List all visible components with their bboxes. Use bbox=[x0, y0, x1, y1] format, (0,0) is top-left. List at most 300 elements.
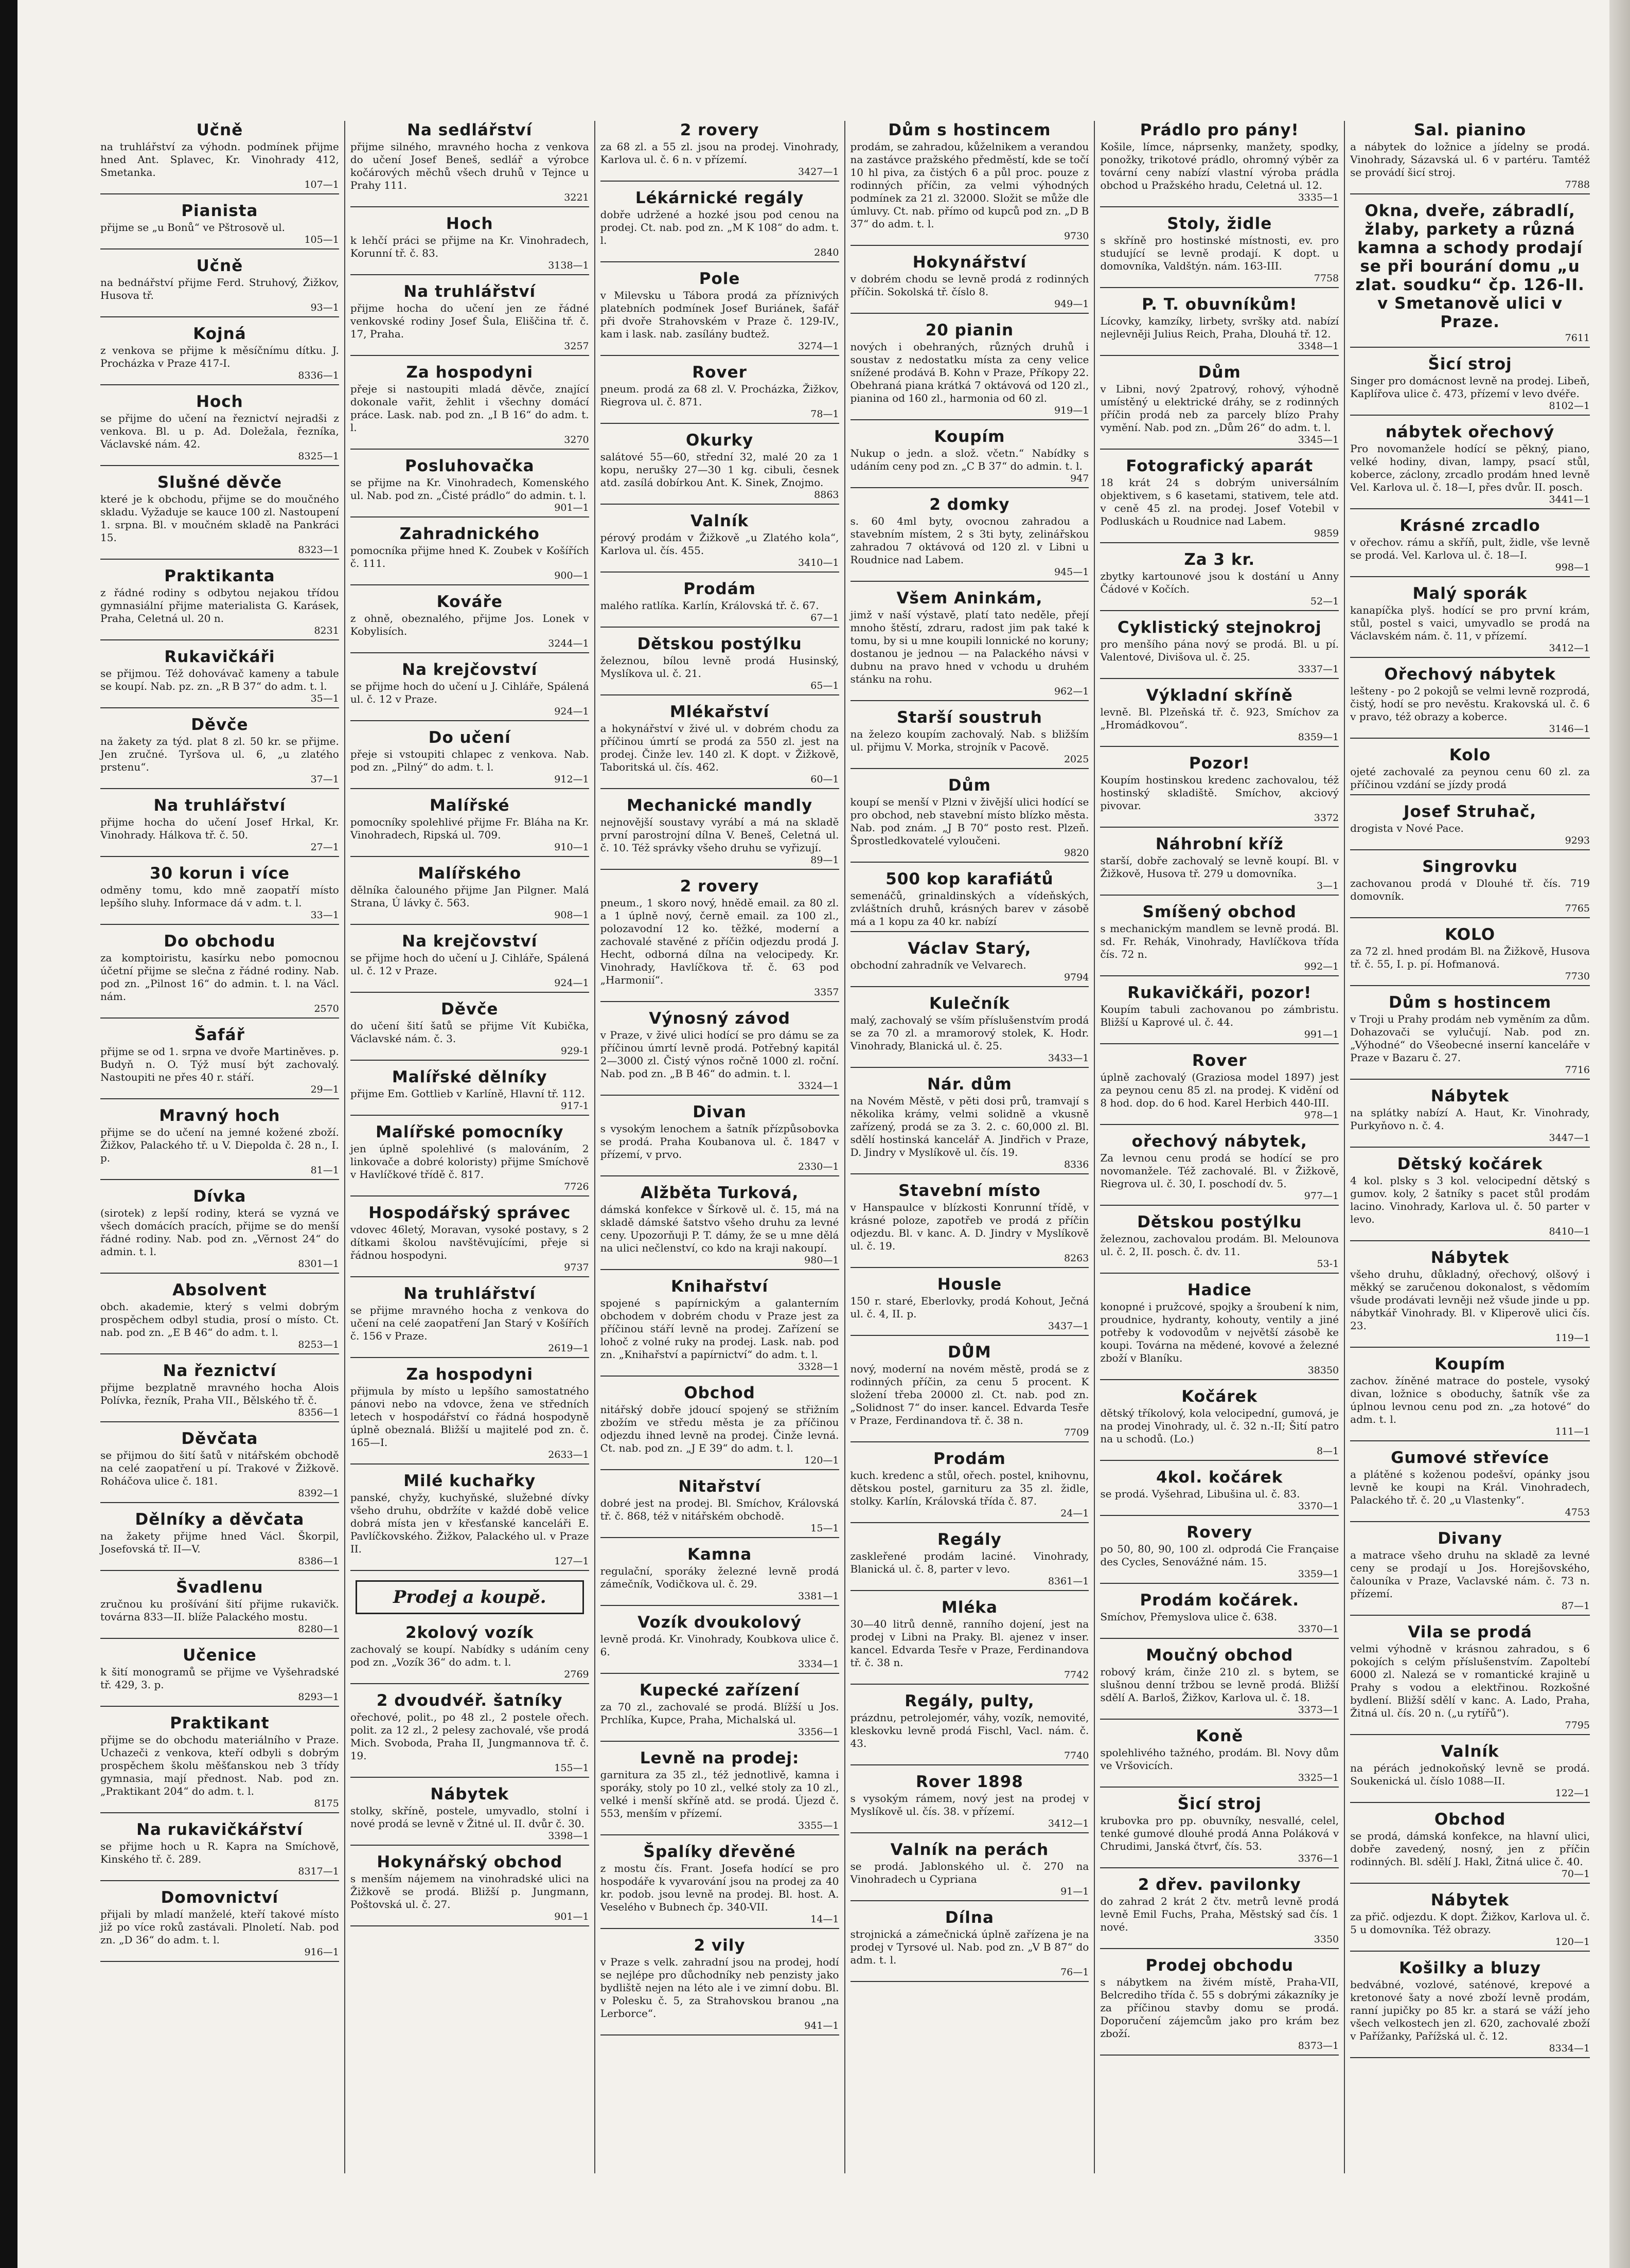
ad-body: s nábytkem na živém místě, Praha-VII, Belcrediho třída č. 55 s dobrými zákazníky je za příčinou stavby domu se prodá. Doporučení zájemcům jako pro krám bez zboží. bbox=[1100, 1976, 1339, 2040]
ad-body: všeho druhu, důkladný, ořechový, olšový i měkký se zaručenou dokonalost, s vědomím všude prodávati levněji než všude jinde u pp. nábytkář Vinohrady. Bl. v Kliperově ulici čís. 23. bbox=[1350, 1268, 1590, 1332]
ad-code: 89—1 bbox=[810, 854, 839, 866]
ad-divider bbox=[350, 1195, 589, 1196]
ad-body: se přijmou. Též dohovávač kameny a tabule se koupí. Nab. pz. zn. „R B 37“ do adm. t. l. bbox=[100, 667, 339, 692]
classified-ad bbox=[100, 202, 339, 249]
ad-title: Singrovku bbox=[1422, 858, 1518, 876]
ad-title: Prodej obchodu bbox=[1145, 1956, 1294, 1975]
ad-divider bbox=[1350, 985, 1590, 986]
classified-ad bbox=[100, 325, 339, 385]
ad-code: 8301—1 bbox=[298, 1258, 339, 1270]
ad-title: Na truhlářství bbox=[153, 796, 286, 815]
ad-code: 9730 bbox=[1064, 230, 1089, 242]
ad-divider bbox=[1100, 1460, 1339, 1461]
ad-code: 2769 bbox=[564, 1669, 589, 1680]
ad-divider bbox=[100, 1961, 339, 1962]
classified-ad bbox=[851, 1182, 1089, 1268]
ad-code: 35—1 bbox=[310, 693, 339, 704]
classified-ad bbox=[851, 1908, 1089, 1982]
ad-title: Kolo bbox=[1449, 746, 1491, 764]
classified-ad bbox=[600, 1009, 839, 1096]
ad-divider bbox=[350, 355, 589, 356]
ad-divider bbox=[600, 2034, 839, 2035]
classified-columns bbox=[95, 121, 1595, 2173]
classified-ad bbox=[600, 1277, 839, 1377]
classified-ad bbox=[100, 1106, 339, 1180]
classified-ad bbox=[100, 392, 339, 466]
ad-code: 941—1 bbox=[804, 2020, 839, 2031]
ad-body: v Milevsku u Tábora prodá za příznivých platebních podmínek Josef Buriánek, šafář při dvoře Strahovském v Praze č. 129-IV., kam i lask. nab. zasílány budtež. bbox=[600, 289, 839, 340]
classified-ad bbox=[600, 1749, 839, 1835]
ad-body: s vysokým rámem, nový jest na prodej v Myslíkově ul. čís. 38. v přízemí. bbox=[850, 1792, 1089, 1817]
ad-body: na bednářství přijme Ferd. Struhový, Žižkov, Husova tř. bbox=[100, 276, 339, 301]
ad-divider bbox=[350, 1463, 589, 1465]
ad-code: 8263 bbox=[1064, 1253, 1089, 1264]
ad-code: 8317—1 bbox=[298, 1866, 339, 1877]
ad-body: malý, zachovalý se vším příslušenstvím prodá se za 70 zl. a mramorový stolek, K. Hodr. Vinohrady, Blanická ul. č. 25. bbox=[850, 1014, 1089, 1052]
ad-title: Domovnictví bbox=[161, 1888, 279, 1907]
classified-ad bbox=[1100, 550, 1339, 611]
ad-code: 8280—1 bbox=[298, 1623, 339, 1635]
ad-code: 91—1 bbox=[1060, 1886, 1089, 1897]
ad-body: 18 krát 24 s dobrým universálním objektivem, s 6 kasetami, stativem, tele atd. v ceně 45 zl. na prodej. Josef Votebil v Podluskách u Roudnice nad Labem. bbox=[1100, 476, 1339, 527]
ad-body: se přijme hoch do učení u J. Cihláře, Spálená ul. č. 12 v Praze. bbox=[350, 680, 589, 705]
ad-divider bbox=[851, 487, 1089, 488]
classified-ad bbox=[100, 1510, 339, 1571]
ad-body: spojené s papírnickým a galanterním obchodem v dobrém chodu v Praze jest za příčinou stáří levně na prodej. Zařízení se lohoč z volné ruky na prodej. Lask. nab. pod zn. „Knihařství a papírnictví“ do adm. t. l. bbox=[600, 1297, 839, 1361]
ad-body: k šití monogramů se přijme ve Vyšehradské tř. 429, 3. p. bbox=[100, 1666, 339, 1691]
classified-ad bbox=[1100, 1956, 1339, 2056]
ad-code: 52—1 bbox=[1310, 596, 1339, 607]
classified-ad bbox=[600, 1103, 839, 1176]
ad-code: 3355—1 bbox=[798, 1820, 839, 1831]
ad-title: Obchod bbox=[1434, 1810, 1506, 1829]
ad-body: se přijme mravného hocha z venkova do učení na celé zaopatření Jan Starý v Košířích č. 156 v Praze. bbox=[350, 1304, 589, 1342]
classified-ad bbox=[1100, 1795, 1339, 1868]
ad-code: 3398—1 bbox=[548, 1830, 589, 1842]
ad-body: přeje si vstoupiti chlapec z venkova. Nab. pod zn. „Pilný“ do adm. t. l. bbox=[350, 748, 589, 773]
classified-ad bbox=[600, 363, 839, 424]
ad-title: Hadice bbox=[1187, 1281, 1252, 1299]
ad-title: Václav Starý, bbox=[908, 939, 1032, 958]
classified-ad bbox=[350, 525, 589, 585]
classified-ad bbox=[600, 121, 839, 182]
ad-divider bbox=[600, 1605, 839, 1606]
ad-code: 901—1 bbox=[554, 1911, 589, 1922]
ad-code: 14—1 bbox=[810, 1914, 839, 1925]
classified-ad bbox=[1100, 121, 1339, 207]
classified-ad bbox=[350, 660, 589, 721]
classified-ad bbox=[100, 473, 339, 560]
ad-code: 29—1 bbox=[310, 1084, 339, 1095]
ad-title: Do obchodu bbox=[164, 932, 276, 951]
ad-title: 2 dvoudvéř. šatníky bbox=[376, 1691, 563, 1710]
ad-divider bbox=[1350, 193, 1590, 194]
ad-title: Divany bbox=[1438, 1529, 1502, 1548]
ad-body: v Praze s velk. zahradní jsou na prodej, hodí se nejlépe pro důchodníky neb penzisty jako bydliště nejen na léto ale i ve zimní dobu. Bl. v Polesku č. 5, za Strahovskou branou „na Lerborce“. bbox=[600, 1956, 839, 2020]
ad-title: Učně bbox=[196, 121, 243, 139]
classified-ad bbox=[600, 703, 839, 789]
ad-divider bbox=[600, 1175, 839, 1176]
ad-divider bbox=[100, 248, 339, 249]
ad-code: 8323—1 bbox=[298, 544, 339, 556]
ad-body: v ořechov. rámu a skříň, pult, židle, vše levně se prodá. Vel. Karlova ul. č. 18—I. bbox=[1350, 536, 1590, 561]
ad-body: koupí se menší v Plzni v živější ulici hodící se pro obchod, neb stavební místo blízko města. Nab. pod znám. „J B 70“ posto rest. Plzeň. Šprostledkovatelé vyloučeni. bbox=[850, 796, 1089, 847]
ad-title: Šafář bbox=[194, 1026, 245, 1044]
ad-divider bbox=[600, 423, 839, 424]
ad-code: 908—1 bbox=[554, 909, 589, 921]
classified-ad bbox=[600, 1936, 839, 2035]
classified-ad bbox=[1350, 355, 1590, 416]
classified-ad bbox=[350, 1284, 589, 1358]
ad-code: 3345—1 bbox=[1298, 434, 1339, 445]
ad-title: Nár. dům bbox=[927, 1075, 1012, 1094]
classified-ad bbox=[350, 121, 589, 207]
classified-ad bbox=[600, 431, 839, 505]
ad-body: se přijme hoch do učení u J. Cihláře, Spálená ul. č. 12 v Praze. bbox=[350, 952, 589, 977]
ad-divider bbox=[1100, 827, 1339, 828]
ad-code: 7726 bbox=[564, 1181, 589, 1192]
ad-body: Singer pro domácnost levně na prodej. Libeň, Kaplířova ulice č. 473, přízemí v levo dvéře. bbox=[1350, 374, 1590, 400]
ad-divider bbox=[100, 1570, 339, 1571]
classified-ad bbox=[1100, 1727, 1339, 1788]
ad-code: 8—1 bbox=[1316, 1445, 1339, 1457]
ad-title: Stoly, židle bbox=[1167, 215, 1272, 233]
classified-ad bbox=[350, 363, 589, 450]
classified-ad bbox=[100, 1714, 339, 1813]
ad-code: 3324—1 bbox=[798, 1080, 839, 1092]
ad-divider bbox=[350, 1683, 589, 1684]
ad-title: Rovery bbox=[1186, 1523, 1253, 1542]
ad-code: 962—1 bbox=[1054, 686, 1089, 697]
ad-body: krubovka pro pp. obuvníky, nesvallé, celel, tenké gumové dlouhé prodá Anna Poláková v Chrudimi, Janská čtvrť, čís. 53. bbox=[1100, 1814, 1339, 1852]
ad-divider bbox=[851, 986, 1089, 987]
classified-ad bbox=[350, 593, 589, 653]
ad-body: 150 r. staré, Eberlovky, prodá Kohout, Ječná ul. č. 4, II. p. bbox=[850, 1295, 1089, 1320]
ad-divider bbox=[1100, 287, 1339, 288]
ad-code: 60—1 bbox=[810, 774, 839, 785]
ad-divider bbox=[851, 768, 1089, 769]
ad-code: 8325—1 bbox=[298, 451, 339, 462]
ad-body: za 70 zl., zachovalé se prodá. Blížší u Jos. Prchlíka, Kupce, Praha, Michalská ul. bbox=[600, 1701, 839, 1726]
ad-title: Prodám kočárek. bbox=[1140, 1591, 1300, 1610]
ad-body: Za levnou cenu prodá se hodící se pro novomanžele. Též zachovalé. Bl. v Žižkově, Riegrova ul. č. 30, I. poschodí dv. 5. bbox=[1100, 1152, 1339, 1190]
ad-divider bbox=[100, 465, 339, 466]
ad-code: 3348—1 bbox=[1298, 341, 1339, 352]
ad-code: 8102—1 bbox=[1549, 400, 1590, 412]
ad-divider bbox=[1100, 1787, 1339, 1788]
classified-ad bbox=[1100, 984, 1339, 1044]
ad-divider bbox=[1350, 1440, 1590, 1441]
ad-body: přijali by mladí manželé, kteří takové místo již po více roků zastávali. Plnoletí. Nab. pod zn. „D 36“ do adm. t. l. bbox=[100, 1908, 339, 1946]
ad-divider bbox=[350, 274, 589, 275]
ad-title: 2kolový vozík bbox=[405, 1623, 534, 1642]
ad-title: Špalíky dřevěné bbox=[643, 1843, 796, 1861]
ad-code: 3274—1 bbox=[798, 341, 839, 352]
classified-ad bbox=[600, 1184, 839, 1270]
classified-ad bbox=[1100, 1876, 1339, 1949]
ad-title: Za 3 kr. bbox=[1184, 550, 1255, 569]
ad-divider bbox=[100, 1421, 339, 1422]
ad-body: bedvábné, vozlové, saténové, krepové a kretonové šaty a nové zboží levně prodám, ranní jupičky po 85 kr. a stará se váží jeho všech velkostech jen zl. 620, zachovalé zboží v Pařížanky, Pařížská ul. č. 12. bbox=[1350, 1978, 1590, 2042]
ad-divider bbox=[1350, 849, 1590, 850]
ad-body: v Troji u Prahy prodám neb vyměním za dům. Dohazovači se vylučují. Nab. pod zn. „Výhodné“ do Všeobecné inserní kanceláře v Praze v Bazaru č. 27. bbox=[1350, 1013, 1590, 1064]
ad-title: Rukavičkáři bbox=[164, 648, 275, 666]
classified-ad bbox=[100, 1362, 339, 1422]
ad-title: Náhrobní kříž bbox=[1155, 835, 1284, 853]
ad-body: přijme se „u Bonů“ ve Pštrosově ul. bbox=[100, 221, 286, 234]
classified-ad bbox=[1100, 1132, 1339, 1206]
classified-ad bbox=[350, 1785, 589, 1846]
ad-code: 8231 bbox=[314, 625, 339, 636]
ad-title: Josef Struhač, bbox=[1403, 802, 1537, 821]
section-heading-box: Prodej a koupě. bbox=[356, 1580, 584, 1614]
ad-divider bbox=[1100, 746, 1339, 747]
ad-title: Krásné zrcadlo bbox=[1399, 516, 1540, 535]
ad-divider bbox=[600, 1741, 839, 1742]
ad-title: Mechanické mandly bbox=[626, 796, 813, 815]
ad-divider bbox=[350, 1925, 589, 1926]
ad-divider bbox=[851, 1590, 1089, 1591]
ad-code: 991—1 bbox=[1304, 1029, 1339, 1040]
classified-ad bbox=[851, 1598, 1089, 1685]
ad-divider bbox=[100, 384, 339, 385]
ad-body: za 72 zl. hned prodám Bl. na Žižkově, Husova tř. č. 55, I. p. pí. Hofmanová. bbox=[1350, 945, 1590, 970]
ad-body: 30—40 litrů denně, ranního dojení, jest na prodej v Libni na Praky. Bl. ajenez v inser. kancel. Edvarda Tesře v Praze, Ferdinandova tř. č. 38 n. bbox=[850, 1618, 1089, 1669]
classified-ad bbox=[600, 1384, 839, 1470]
ad-title: Okna, dveře, zábradlí, žlaby, parkety a různá kamna a schody prodají se při bourání domu „u zlat. soudku“ čp. 126-II. v Smetanově ulici v Praze. bbox=[1355, 202, 1585, 331]
classified-ad bbox=[1350, 665, 1590, 739]
ad-title: Pole bbox=[699, 270, 740, 288]
ad-code: 3—1 bbox=[1316, 880, 1339, 891]
ad-divider bbox=[1100, 449, 1339, 450]
ad-title: Malířské dělníky bbox=[392, 1068, 547, 1086]
ad-divider bbox=[600, 355, 839, 356]
ad-code: 3359—1 bbox=[1298, 1568, 1339, 1580]
ad-title: Hospodářský správec bbox=[368, 1204, 571, 1222]
ad-body: za přič. odjezdu. K dopt. Žižkov, Karlova ul. č. 5 u domovníka. Též obrazy. bbox=[1350, 1910, 1590, 1936]
ad-code: 924—1 bbox=[554, 706, 589, 717]
ad-body: jen úplně spolehlivé (s malováním, 2 linkovače a dobré koloristy) přijme Smíchově v Havlíčkové třídě č. 817. bbox=[350, 1142, 589, 1181]
classified-ad bbox=[1350, 516, 1590, 577]
ad-body: pro menšího pána nový se prodá. Bl. u pí. Valentové, Divišova ul. č. 25. bbox=[1100, 638, 1339, 663]
ad-body: strojnická a zámečnická úplně zařízena je na prodej v Tyrsové ul. Nab. pod zn. „V B 87“ do adm. t. l. bbox=[850, 1928, 1089, 1966]
ad-divider bbox=[350, 856, 589, 857]
ad-code: 7765 bbox=[1565, 903, 1590, 914]
ad-divider bbox=[600, 1269, 839, 1270]
ad-title: 2 dřev. pavilonky bbox=[1138, 1876, 1301, 1894]
ad-divider bbox=[1350, 1147, 1590, 1148]
classified-ad bbox=[100, 1888, 339, 1962]
ad-title: Vozík dvoukolový bbox=[637, 1613, 802, 1632]
ad-code: 155—1 bbox=[554, 1762, 589, 1774]
classified-ad bbox=[100, 932, 339, 1019]
ad-body: z venkova se přijme k měsíčnímu dítku. J. Procházka v Praze 417-I. bbox=[100, 344, 339, 369]
ad-title: Housle bbox=[937, 1275, 1002, 1294]
ad-code: 7716 bbox=[1565, 1064, 1590, 1076]
ad-divider bbox=[851, 1441, 1089, 1442]
ad-body: pneum., 1 skoro nový, hnědě email. za 80 zl. a 1 úplně nový, černě email. za 100 zl., polozavodní 12 ko. těžké, moderní a zachovalé stavěné z příčin odjezdu prodá J. Hecht, odborná dílna na velocipedy. Kr. Vinohrady, Havlíčkova tř. č. 63 pod „Harmonií“. bbox=[600, 897, 839, 986]
ad-body: Koupím tabuli zachovanou po zámbristu. Bližší u Kaprové ul. č. 44. bbox=[1100, 1003, 1339, 1028]
ad-title: Na sedlářství bbox=[407, 121, 533, 139]
ad-divider bbox=[350, 1570, 589, 1571]
ad-title: Divan bbox=[693, 1103, 747, 1121]
ad-code: 8410—1 bbox=[1549, 1226, 1590, 1237]
ad-code: 2570 bbox=[314, 1003, 339, 1014]
ad-body: v dobrém chodu se levně prodá z rodinných příčin. Sokolská tř. číslo 8. bbox=[850, 273, 1089, 298]
ad-title: Dětskou postýlku bbox=[637, 635, 802, 653]
ad-title: nábytek ořechový bbox=[1385, 423, 1555, 441]
ad-column bbox=[845, 121, 1095, 2173]
ad-code: 3370—1 bbox=[1298, 1623, 1339, 1635]
ad-code: 992—1 bbox=[1304, 961, 1339, 972]
ad-body: dobré jest na prodej. Bl. Smíchov, Královská tř. č. 868, též v nitářském obchodě. bbox=[600, 1497, 839, 1522]
ad-body: přijme silného, mravného hocha z venkova do učení Josef Beneš, sedlář a výrobce kočárových měchů všech druhů v Tejnce u Prahy 111. bbox=[350, 140, 589, 191]
ad-title: Dům s hostincem bbox=[1388, 993, 1552, 1012]
ad-title: Hokynářský obchod bbox=[377, 1853, 563, 1871]
ad-column bbox=[595, 121, 845, 2173]
classified-ad bbox=[1100, 754, 1339, 828]
ad-title: Nábytek bbox=[1430, 1087, 1510, 1105]
ad-title: KOLO bbox=[1445, 925, 1496, 944]
ad-code: 119—1 bbox=[1555, 1332, 1590, 1344]
classified-ad bbox=[600, 270, 839, 356]
ad-body: konopné i pružcové, spojky a šroubení k nim, proudnice, hydranty, kohouty, ventily a jiné potřeby k vodovodům v největší zásobě ke koupi. Továrna na mědené, kovové a železné zboží v Blaníku. bbox=[1100, 1300, 1339, 1364]
ad-body: za 68 zl. a 55 zl. jsou na prodej. Vinohrady, Karlova ul. č. 6 n. v přízemí. bbox=[600, 140, 839, 166]
ad-title: Dílna bbox=[945, 1908, 994, 1927]
ad-title: Prodám bbox=[933, 1450, 1006, 1468]
ad-divider bbox=[1100, 1638, 1339, 1639]
ad-divider bbox=[1100, 355, 1339, 356]
classified-ad bbox=[1350, 1810, 1590, 1884]
ad-divider bbox=[350, 449, 589, 450]
ad-body: přijme Em. Gottlieb v Karlíně, Hlavní tř. 112. bbox=[350, 1087, 585, 1100]
ad-divider bbox=[1100, 1205, 1339, 1206]
classified-ad bbox=[1100, 1646, 1339, 1720]
ad-code: 947 bbox=[1070, 473, 1089, 484]
ad-body: s skříně pro hostinské místnosti, ev. pro studující se levně prodají. K dopt. u domovníka, Valdštýn. nám. 163-III. bbox=[1100, 234, 1339, 272]
ad-title: Švadlenu bbox=[176, 1578, 263, 1597]
ad-title: 2 rovery bbox=[680, 121, 759, 139]
ad-title: Nitařství bbox=[678, 1477, 761, 1496]
classified-ad bbox=[100, 257, 339, 317]
ad-title: 2 domky bbox=[929, 495, 1010, 514]
ad-title: Pozor! bbox=[1189, 754, 1250, 773]
ad-body: na Novém Městě, v pěti dosi prů, tramvají s několika krámy, velmi solidně a vkusně zařízený, prodá se za 3. 2. c. 60,000 zl. Bl. sdělí hostinská kancelář A. Jindřich v Praze, D. Jindry v Myslíkově ul. čís. 19. bbox=[850, 1095, 1089, 1158]
ad-body: regulační, sporáky železné levně prodá zámečník, Vodičkova ul. č. 29. bbox=[600, 1565, 839, 1590]
classified-ad bbox=[851, 1075, 1089, 1174]
ad-title: Dívka bbox=[193, 1187, 246, 1206]
ad-code: 120—1 bbox=[1555, 1936, 1590, 1948]
classified-ad bbox=[350, 1691, 589, 1778]
ad-code: 7788 bbox=[1565, 179, 1590, 190]
ad-divider bbox=[1350, 1347, 1590, 1348]
ad-code: 977—1 bbox=[1304, 1190, 1339, 1202]
ad-body: obchodní zahradník ve Velvarech. bbox=[850, 959, 1026, 971]
ad-title: Sal. pianino bbox=[1413, 121, 1527, 139]
classified-ad bbox=[350, 932, 589, 993]
classified-ad bbox=[1350, 1449, 1590, 1522]
ad-title: 500 kop karafiátů bbox=[885, 870, 1054, 888]
ad-body: dobře udržené a hozké jsou pod cenou na prodej. Ct. nab. pod zn. „M K 108“ do adm. t. l. bbox=[600, 208, 839, 246]
classified-ad bbox=[100, 1026, 339, 1099]
ad-divider bbox=[1350, 1521, 1590, 1522]
ad-title: Kováře bbox=[436, 593, 503, 611]
ad-body: s. 60 4ml byty, ovocnou zahradou a stavebním místem, 2 s 3ti byty, zelinářskou zahradou 7 oktávová od 120 zl. v Libni u Roudnice nad Labem. bbox=[850, 515, 1089, 566]
classified-ad bbox=[600, 635, 839, 695]
ad-title: Praktikant bbox=[170, 1714, 270, 1733]
ad-code: 3441—1 bbox=[1549, 494, 1590, 505]
ad-body: z řádné rodiny s odbytou nejakou třídou gymnasiální přijme materialista G. Karásek, Praha, Celetná ul. 20 n. bbox=[100, 586, 339, 624]
classified-ad bbox=[100, 648, 339, 708]
ad-body: s menším nájemem na vinohradské ulici na Žižkově se prodá. Bližší p. Jungmann, Poštovská ul. č. 27. bbox=[350, 1872, 589, 1910]
classified-ad bbox=[600, 512, 839, 573]
ad-code: 912—1 bbox=[554, 774, 589, 785]
classified-ad bbox=[1350, 1087, 1590, 1148]
ad-divider bbox=[100, 788, 339, 789]
ad-body: na truhlářství za výhodn. podmínek přijme hned Ant. Splavec, Kr. Vinohrady 412, Smetanka. bbox=[100, 140, 339, 178]
ad-divider bbox=[1350, 657, 1590, 658]
ad-code: 8175 bbox=[314, 1798, 339, 1809]
ad-title: Za hospodyni bbox=[406, 363, 534, 382]
ad-title: Košilky a bluzy bbox=[1399, 1959, 1542, 1977]
classified-ad bbox=[100, 1187, 339, 1274]
ad-title: Dětskou postýlku bbox=[1137, 1213, 1302, 1231]
ad-body: se prodá, dámská konfekce, na hlavní ulici, dobře zavedený, nosný, jen z příčin rodinných. Bl. sdělí J. Hakl, Žitná ulice č. 40. bbox=[1350, 1830, 1590, 1868]
ad-divider bbox=[851, 1173, 1089, 1174]
ad-body: dětský tříkolový, kola velocipední, gumová, je na prodej Vinohrady, ul. č. 32 n.-II; Šití patro na u schodů. (Lo.) bbox=[1100, 1407, 1339, 1445]
ad-divider bbox=[600, 1537, 839, 1538]
ad-code: 3412—1 bbox=[1048, 1818, 1089, 1829]
ad-title: Hoch bbox=[196, 392, 243, 411]
ad-divider bbox=[1350, 2057, 1590, 2058]
ad-code: 3372 bbox=[1314, 812, 1339, 824]
ad-title: Valník na perách bbox=[890, 1841, 1049, 1859]
ad-title: 30 korun i více bbox=[149, 864, 290, 883]
classified-ad bbox=[600, 1477, 839, 1538]
classified-ad bbox=[1350, 925, 1590, 986]
ad-code: 127—1 bbox=[554, 1556, 589, 1567]
classified-ad bbox=[851, 427, 1089, 488]
classified-ad bbox=[600, 1843, 839, 1929]
ad-code: 9293 bbox=[1565, 835, 1590, 846]
ad-title: 2 vily bbox=[694, 1936, 746, 1955]
classified-ad bbox=[100, 1646, 339, 1707]
ad-body: Lícovky, kamzíky, lirbety, svršky atd. nabízí nejlevněji Julius Reich, Praha, Dlouhá tř. 12. bbox=[1100, 315, 1339, 340]
ad-code: 3270 bbox=[564, 434, 589, 445]
ad-code: 9820 bbox=[1064, 847, 1089, 859]
ad-title: Učně bbox=[196, 257, 243, 275]
ad-body: přijme bezplatně mravného hocha Alois Polívka, řezník, Praha VII., Bělského tř. č. bbox=[100, 1381, 339, 1406]
ad-title: Na truhlářství bbox=[403, 1284, 536, 1303]
ad-divider bbox=[600, 1834, 839, 1835]
ad-body: velmi výhodně v krásnou zahradou, s 6 pokojích s celým příslušenstvím. Zapoltebí 6000 zl. Nalezá se v romantické krajině u Prahy s vodou a elektřinou. Rozkošné bydlení. Bližší sdělí v kanc. A. Lado, Praha, Žitná ul. čís. 20 n. („u rytířů“). bbox=[1350, 1642, 1590, 1719]
ad-divider bbox=[851, 862, 1089, 863]
classified-ad bbox=[851, 1841, 1089, 1901]
ad-title: Smíšený obchod bbox=[1142, 903, 1297, 921]
ad-title: Děvčata bbox=[181, 1430, 258, 1448]
ad-title: Dům bbox=[1198, 363, 1241, 382]
ad-body: a matrace všeho druhu na skladě za levné ceny se prodají u Jos. Horejšovského, čalouníka v Praze, Vaclavské nám. č. 73 n. přízemí. bbox=[1350, 1549, 1590, 1600]
ad-title: Kamna bbox=[687, 1545, 752, 1564]
classified-ad bbox=[1350, 584, 1590, 658]
ad-column bbox=[1345, 121, 1595, 2173]
ad-divider bbox=[350, 924, 589, 925]
ad-code: 3433—1 bbox=[1048, 1052, 1089, 1064]
classified-ad bbox=[600, 1613, 839, 1674]
ad-body: Pro novomanžele hodící se pěkný, piano, velké hodiny, divan, lampy, psací stůl, koberce, záclony, zrcadlo prodám hned levně Vel. Karlova ul. č. 18—I, přes dvůr. II. posch. bbox=[1350, 442, 1590, 493]
classified-ad bbox=[1350, 1959, 1590, 2058]
ad-title: Na truhlářství bbox=[403, 282, 536, 301]
